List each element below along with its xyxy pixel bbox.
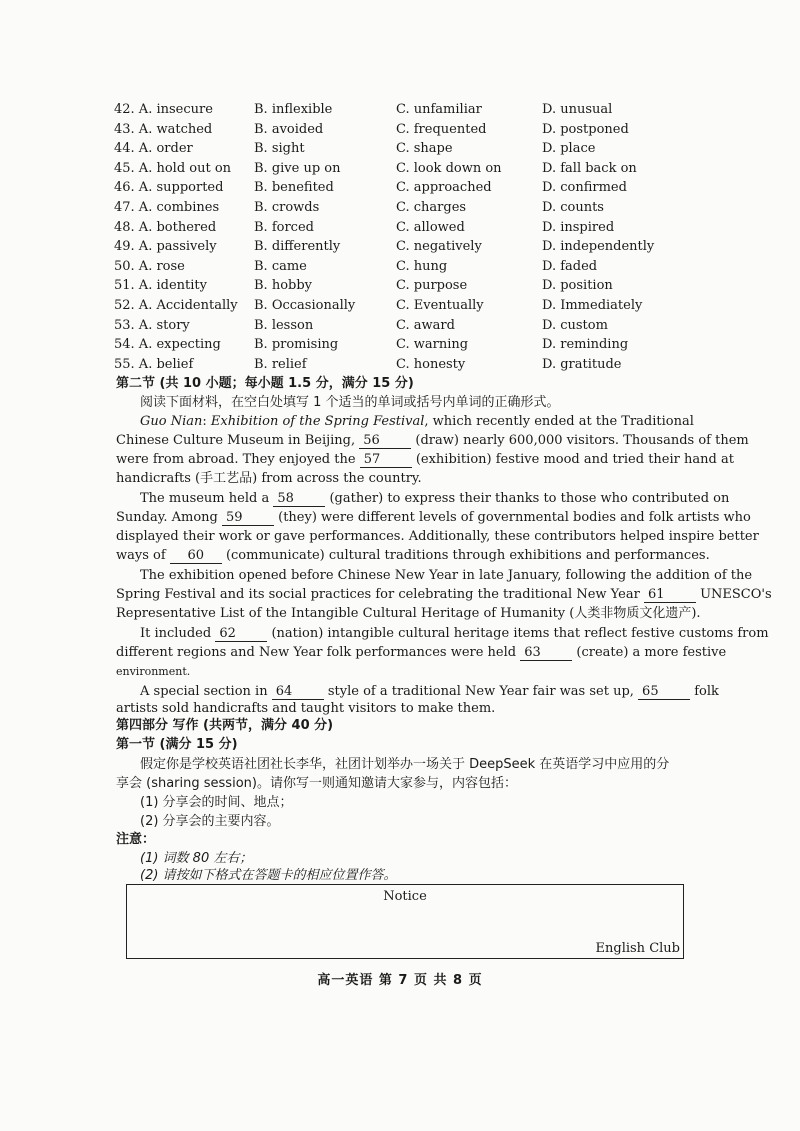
option-b[interactable]: B. avoided	[254, 121, 324, 137]
passage-line	[116, 546, 710, 565]
passage-text: The museum held a	[140, 491, 270, 506]
question-number: 46. A.	[114, 180, 153, 196]
option-a[interactable]	[114, 296, 238, 315]
writing-prompt: 享会 (sharing session)。请你写一则通知邀请大家参与，内容包括：	[116, 776, 517, 791]
option-b[interactable]: B. hobby	[254, 278, 313, 294]
passage-text: , which recently ended at the Traditional	[424, 414, 694, 429]
option-text: combines	[156, 199, 220, 215]
blank-61[interactable]: 61	[644, 587, 696, 603]
title-separator: :	[202, 414, 207, 429]
choice-row	[114, 316, 674, 336]
blank-64[interactable]: 64	[272, 684, 324, 700]
option-b[interactable]: B. forced	[254, 219, 314, 235]
choice-list	[114, 100, 674, 374]
passage-title: Guo Nian	[140, 414, 203, 429]
writing-item: (1) 分享会的时间、地点；	[140, 795, 293, 810]
option-d[interactable]: D. gratitude	[542, 356, 622, 372]
note-item: (1) 词数 80 左右；	[140, 851, 253, 866]
blank-65[interactable]: 65	[638, 684, 690, 700]
option-d[interactable]: D. Immediately	[542, 297, 643, 313]
choice-row	[114, 100, 674, 120]
option-a[interactable]	[114, 335, 221, 354]
option-a[interactable]	[114, 257, 185, 276]
blank-60[interactable]: 60	[170, 548, 222, 564]
choice-row	[114, 159, 674, 179]
choice-row	[114, 178, 674, 198]
passage-text: (draw) nearly 600,000 visitors. Thousands of them	[415, 433, 749, 448]
option-d[interactable]: D. independently	[542, 239, 655, 255]
option-c[interactable]: C. frequented	[396, 121, 487, 137]
option-d[interactable]: D. faded	[542, 258, 598, 274]
option-text: expecting	[156, 337, 221, 353]
question-number: 45. A.	[114, 160, 153, 176]
option-text: story	[156, 317, 190, 333]
option-b[interactable]: B. benefited	[254, 180, 334, 196]
option-c[interactable]: C. honesty	[396, 356, 466, 372]
option-a[interactable]	[114, 218, 216, 237]
option-b[interactable]: B. give up on	[254, 160, 341, 176]
option-b[interactable]: B. lesson	[254, 317, 314, 333]
passage-line: artists sold handicrafts and taught visitors to make them.	[116, 701, 496, 716]
question-number: 48. A.	[114, 219, 153, 235]
blank-57[interactable]: 57	[360, 452, 412, 468]
option-d[interactable]: D. fall back on	[542, 160, 637, 176]
option-text: watched	[156, 121, 213, 137]
option-c[interactable]: C. hung	[396, 258, 448, 274]
option-text: identity	[156, 278, 207, 294]
passage-text: ways of	[116, 548, 166, 563]
answer-box[interactable]	[126, 884, 684, 959]
option-text: insecure	[156, 102, 213, 117]
section-2-heading: 第二节 (共 10 小题；每小题 1.5 分，满分 15 分)	[116, 376, 414, 391]
option-d[interactable]: D. position	[542, 278, 613, 294]
passage-text: (nation) intangible cultural heritage items that reflect festive customs from	[271, 626, 769, 641]
blank-62[interactable]: 62	[215, 626, 267, 642]
option-c[interactable]: C. look down on	[396, 160, 502, 176]
option-b[interactable]: B. inflexible	[254, 102, 333, 117]
option-c[interactable]: C. shape	[396, 141, 453, 157]
question-number: 53. A.	[114, 317, 153, 333]
blank-56[interactable]: 56	[359, 433, 411, 449]
option-a[interactable]	[114, 355, 193, 374]
option-a[interactable]	[114, 139, 193, 158]
blank-59[interactable]: 59	[222, 510, 274, 526]
passage-text: A special section in	[140, 684, 268, 699]
option-text: rose	[156, 258, 185, 274]
question-number: 50. A.	[114, 258, 153, 274]
option-d[interactable]: D. reminding	[542, 337, 629, 353]
option-a[interactable]	[114, 178, 223, 197]
club-signature: English Club	[595, 941, 680, 956]
option-c[interactable]: C. Eventually	[396, 297, 484, 313]
option-b[interactable]: B. Occasionally	[254, 297, 356, 313]
option-a[interactable]	[114, 276, 207, 295]
option-b[interactable]: B. relief	[254, 356, 307, 372]
question-number: 54. A.	[114, 337, 153, 353]
option-d[interactable]: D. unusual	[542, 102, 613, 117]
question-number: 42. A.	[114, 102, 153, 117]
option-b[interactable]: B. promising	[254, 337, 339, 353]
passage-text: Sunday. Among	[116, 510, 218, 525]
passage-line	[140, 624, 769, 643]
option-c[interactable]: C. approached	[396, 180, 492, 196]
passage-text: (exhibition) festive mood and tried their hand at	[415, 452, 734, 467]
passage-text: different regions and New Year folk performances were held	[116, 645, 517, 660]
option-d[interactable]: D. place	[542, 141, 596, 157]
question-number: 44. A.	[114, 141, 153, 157]
choice-row	[114, 276, 674, 296]
passage-line	[116, 431, 749, 450]
choice-row	[114, 237, 674, 257]
question-number: 49. A.	[114, 239, 153, 255]
option-b[interactable]: B. came	[254, 258, 307, 274]
passage-text: Spring Festival and its social practices for celebrating the traditional New Year	[116, 587, 640, 602]
choice-row	[114, 335, 674, 355]
passage-line: Representative List of the Intangible Cultural Heritage of Humanity (人类非物质文化遗产).	[116, 606, 701, 621]
passage-line: environment.	[116, 665, 191, 678]
passage-line	[116, 585, 772, 604]
option-a[interactable]	[114, 316, 190, 335]
note-item: (2) 请按如下格式在答题卡的相应位置作答。	[140, 868, 397, 883]
passage-line: handicrafts (手工艺品) from across the country.	[116, 471, 422, 486]
option-d[interactable]: D. custom	[542, 317, 608, 333]
passage-line: The exhibition opened before Chinese New Year in late January, following the addition of the	[140, 568, 753, 583]
passage-line	[116, 643, 727, 662]
option-a[interactable]	[114, 159, 231, 178]
choice-row	[114, 120, 674, 140]
section-2-instruction: 阅读下面材料，在空白处填写 1 个适当的单词或括号内单词的正确形式。	[140, 395, 560, 410]
option-a[interactable]	[114, 198, 219, 217]
option-text: supported	[156, 180, 224, 196]
passage-line	[116, 450, 734, 469]
writing-item: (2) 分享会的主要内容。	[140, 814, 280, 829]
writing-prompt: 假定你是学校英语社团社长李华，社团计划举办一场关于 DeepSeek 在英语学习中应用的分	[140, 757, 670, 772]
question-number: 51. A.	[114, 278, 153, 294]
option-b[interactable]: B. sight	[254, 141, 305, 157]
passage-text: (create) a more festive	[576, 645, 727, 660]
passage-line	[116, 508, 751, 527]
passage-text: UNESCO's	[700, 587, 772, 602]
passage-text: (communicate) cultural traditions through exhibitions and performances.	[225, 548, 710, 563]
option-text: hold out on	[156, 160, 232, 176]
passage-text: (they) were different levels of governmental bodies and folk artists who	[278, 510, 751, 525]
option-text: belief	[156, 356, 194, 372]
passage-text: It included	[140, 626, 212, 641]
passage-line	[140, 412, 694, 431]
choice-row	[114, 198, 674, 218]
option-d[interactable]: D. postponed	[542, 121, 629, 137]
choice-row	[114, 218, 674, 238]
blank-58[interactable]: 58	[273, 491, 325, 507]
option-c[interactable]: C. award	[396, 317, 455, 333]
option-c[interactable]: C. unfamiliar	[396, 102, 482, 117]
option-d[interactable]: D. counts	[542, 199, 604, 215]
question-number: 47. A.	[114, 199, 153, 215]
option-d[interactable]: D. inspired	[542, 219, 615, 235]
option-text: bothered	[156, 219, 217, 235]
notice-title: Notice	[383, 889, 427, 904]
choice-row	[114, 257, 674, 277]
part-4-heading: 第四部分 写作 (共两节，满分 40 分)	[116, 718, 334, 733]
passage-text: were from abroad. They enjoyed the	[116, 452, 356, 467]
choice-row	[114, 139, 674, 159]
question-number: 43. A.	[114, 121, 153, 137]
option-a[interactable]	[114, 100, 213, 119]
page-footer: 高一英语 第 7 页 共 8 页	[317, 973, 483, 988]
passage-title-main: Exhibition of the Spring Festival	[210, 414, 425, 429]
question-number: 52. A.	[114, 297, 153, 313]
option-text: Accidentally	[156, 297, 238, 313]
option-a[interactable]	[114, 120, 212, 139]
choice-row	[114, 296, 674, 316]
passage-line: displayed their work or gave performances. Additionally, these contributors helped inspire better	[116, 529, 759, 544]
passage-text: style of a traditional New Year fair was set up,	[327, 684, 634, 699]
question-number: 55. A.	[114, 356, 153, 372]
option-b[interactable]: B. crowds	[254, 199, 320, 215]
option-a[interactable]	[114, 237, 217, 256]
option-c[interactable]: C. warning	[396, 337, 469, 353]
option-c[interactable]: C. allowed	[396, 219, 465, 235]
option-c[interactable]: C. purpose	[396, 278, 468, 294]
passage-text: folk	[694, 684, 719, 699]
part-4-subheading: 第一节 (满分 15 分)	[116, 737, 238, 752]
blank-63[interactable]: 63	[520, 645, 572, 661]
passage-text: (gather) to express their thanks to those who contributed on	[329, 491, 730, 506]
passage-text: Chinese Culture Museum in Beijing,	[116, 433, 356, 448]
option-text: passively	[156, 239, 217, 255]
option-d[interactable]: D. confirmed	[542, 180, 627, 196]
note-label: 注意：	[116, 832, 156, 847]
option-text: order	[156, 141, 193, 157]
option-c[interactable]: C. charges	[396, 199, 467, 215]
passage-line	[140, 489, 730, 508]
choice-row	[114, 355, 674, 375]
option-c[interactable]: C. negatively	[396, 239, 482, 255]
option-b[interactable]: B. differently	[254, 239, 341, 255]
